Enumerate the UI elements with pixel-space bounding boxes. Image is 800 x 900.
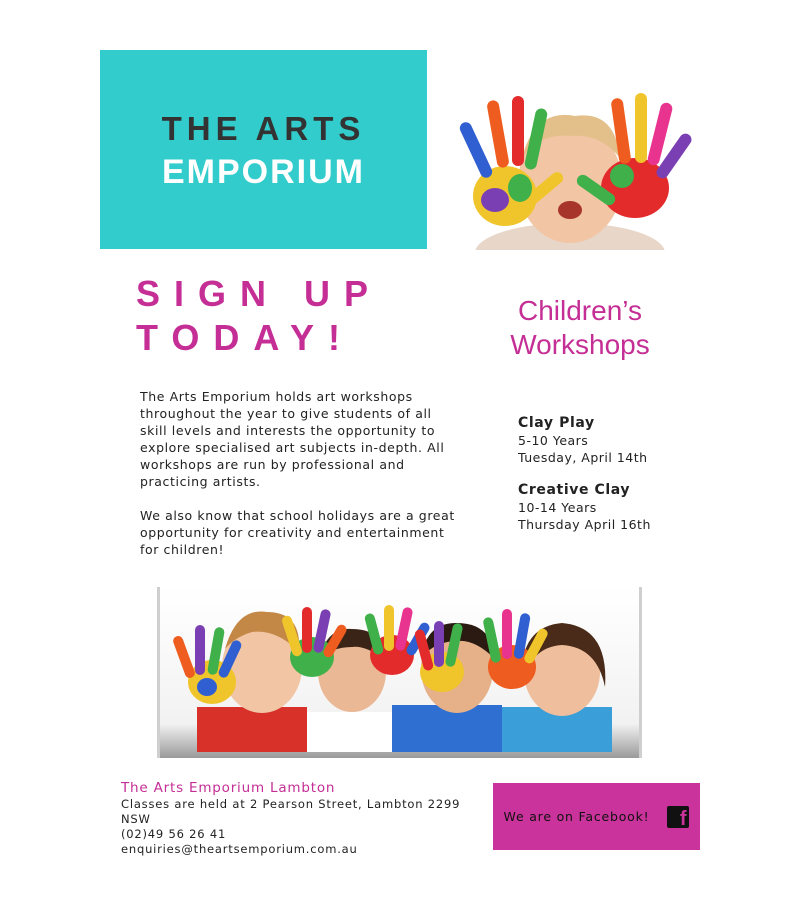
facebook-icon: f xyxy=(667,806,689,828)
children-group-photo xyxy=(157,587,642,758)
workshops-title-line2: Workshops xyxy=(510,329,650,360)
intro-paragraph-2: We also know that school holidays are a great opportunity for creativity and entertainment for children! xyxy=(140,508,455,557)
sign-up-line2: TODAY! xyxy=(136,317,355,358)
brand-block xyxy=(100,50,427,249)
workshop-ages: 5-10 Years xyxy=(518,433,589,448)
workshops-title xyxy=(495,294,665,362)
workshop-item xyxy=(518,415,718,466)
facebook-button[interactable] xyxy=(493,783,700,850)
workshop-item xyxy=(518,482,718,533)
footer-address: Classes are held at 2 Pearson Street, Lambton 2299 NSW xyxy=(121,797,461,826)
intro-text xyxy=(140,388,460,575)
footer-contact xyxy=(121,780,481,857)
workshop-date: Tuesday, April 14th xyxy=(518,450,648,465)
workshop-name: Clay Play xyxy=(518,415,595,431)
workshop-ages: 10-14 Years xyxy=(518,500,597,515)
brand-title-line1: THE ARTS xyxy=(161,110,366,147)
child-painted-hands-photo xyxy=(440,88,702,250)
workshop-date: Thursday April 16th xyxy=(518,517,651,532)
sign-up-line1: SIGN UP xyxy=(136,273,383,314)
workshop-list xyxy=(518,415,718,549)
sign-up-headline xyxy=(136,272,382,360)
footer-email[interactable]: enquiries@theartsemporium.com.au xyxy=(121,842,358,856)
brand-title-line2: EMPORIUM xyxy=(162,153,365,191)
facebook-label: We are on Facebook! xyxy=(503,809,650,824)
footer-title: The Arts Emporium Lambton xyxy=(121,780,336,796)
workshops-title-line1: Children’s xyxy=(518,295,642,326)
footer-phone: (02)49 56 26 41 xyxy=(121,827,227,841)
workshop-name: Creative Clay xyxy=(518,482,631,498)
intro-paragraph-1: The Arts Emporium holds art workshops throughout the year to give students of all skill levels and interests the opportunity to explore specialised art subjects in-depth. All workshops are run by professional and practicing artists. xyxy=(140,389,445,489)
